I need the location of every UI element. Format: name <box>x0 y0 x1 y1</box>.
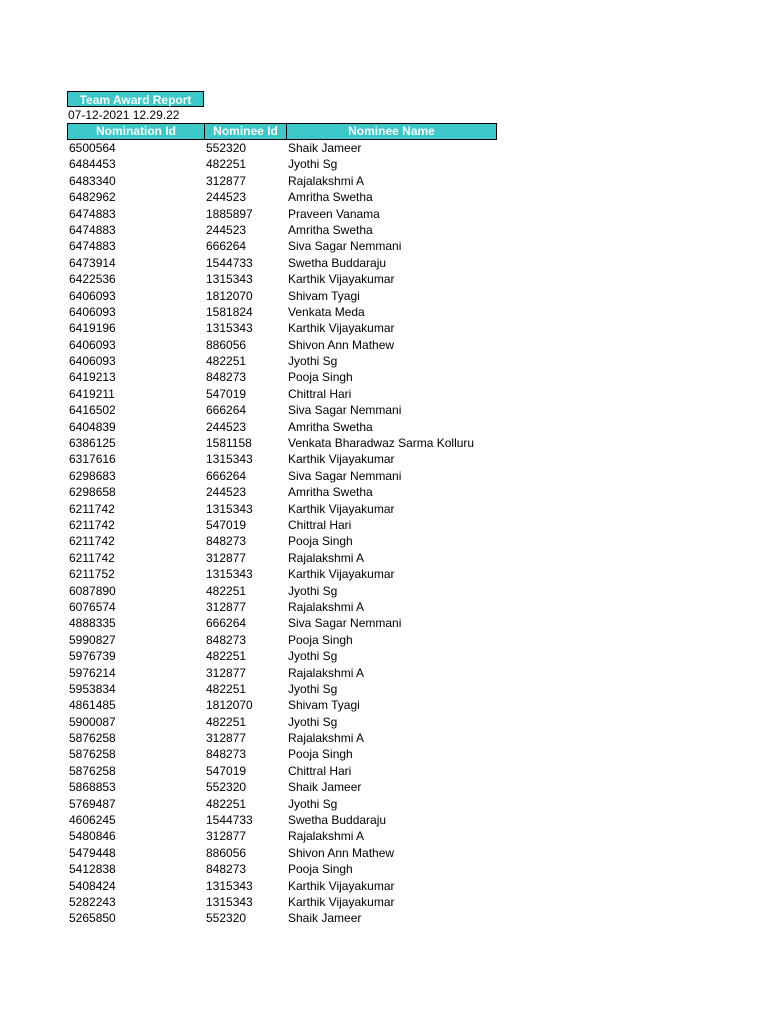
nomination-id-cell: 6406093 <box>69 354 116 369</box>
nominee-name-cell: Rajalakshmi A <box>288 599 365 614</box>
nominee-name-cell: Chittral Hari <box>288 763 352 778</box>
nominee-id-cell: 848273 <box>206 534 247 549</box>
nominee-id-cell: 848273 <box>206 370 247 385</box>
nominee-id-cell: 244523 <box>206 419 247 434</box>
nominee-name-cell: Amritha Swetha <box>288 190 373 205</box>
nomination-id-cell: 6406093 <box>69 337 116 352</box>
table-body <box>67 140 497 927</box>
table-row <box>67 697 497 713</box>
nominee-name-cell: Rajalakshmi A <box>288 665 365 680</box>
nominee-id-cell: 1581824 <box>206 304 253 319</box>
nominee-name-cell: Rajalakshmi A <box>288 829 365 844</box>
nomination-id-cell: 5408424 <box>69 878 116 893</box>
nominee-id-cell: 1315343 <box>206 321 253 336</box>
nomination-id-cell: 6474883 <box>69 206 116 221</box>
nominee-id-cell: 886056 <box>206 337 247 352</box>
nominee-name-cell: Amritha Swetha <box>288 419 373 434</box>
nominee-name-cell: Shaik Jameer <box>288 141 362 155</box>
table-row <box>67 517 497 533</box>
nominee-name-cell: Rajalakshmi A <box>288 550 365 565</box>
nomination-id-cell: 5990827 <box>69 632 116 647</box>
nomination-id-cell: 6406093 <box>69 288 116 303</box>
nomination-id-cell: 6422536 <box>69 272 116 287</box>
nominee-name-cell: Siva Sagar Nemmani <box>288 239 402 254</box>
nominee-id-cell: 1315343 <box>206 894 253 909</box>
nominee-name-cell: Karthik Vijayakumar <box>288 878 395 893</box>
table-row <box>67 337 497 353</box>
nominee-name-cell: Shivam Tyagi <box>288 698 360 713</box>
nominee-id-cell: 482251 <box>206 157 247 172</box>
nominee-id-cell: 1315343 <box>206 878 253 893</box>
nominee-id-cell: 1315343 <box>206 272 253 287</box>
nominee-name-cell: Jyothi Sg <box>288 714 338 729</box>
nomination-id-cell: 6500564 <box>69 141 116 155</box>
nominee-id-cell: 848273 <box>206 747 247 762</box>
nominee-name-cell: Pooja Singh <box>288 632 353 647</box>
table-row <box>67 386 497 402</box>
table-row <box>67 222 497 238</box>
table-row <box>67 648 497 664</box>
nominee-id-cell: 666264 <box>206 403 247 418</box>
nomination-id-cell: 6386125 <box>69 436 116 451</box>
nominee-id-cell: 312877 <box>206 173 247 188</box>
nominee-name-cell: Jyothi Sg <box>288 681 338 696</box>
nomination-id-cell: 5282243 <box>69 894 116 909</box>
column-header-nomination-id: Nomination Id <box>68 124 205 139</box>
nomination-id-cell: 6211742 <box>69 534 115 549</box>
nomination-id-cell: 6483340 <box>69 173 116 188</box>
report-timestamp: 07-12-2021 12.29.22 <box>68 108 180 122</box>
nominee-name-cell: Venkata Meda <box>288 304 365 319</box>
nominee-name-cell: Jyothi Sg <box>288 796 338 811</box>
table-row <box>67 910 497 926</box>
nominee-id-cell: 552320 <box>206 780 247 795</box>
nomination-id-cell: 6298683 <box>69 468 116 483</box>
nomination-id-cell: 6484453 <box>69 157 116 172</box>
nominee-id-cell: 848273 <box>206 862 247 877</box>
nominee-id-cell: 1544733 <box>206 813 253 828</box>
nomination-id-cell: 4861485 <box>69 698 116 713</box>
nomination-id-cell: 5876258 <box>69 747 116 762</box>
nominee-id-cell: 482251 <box>206 649 247 664</box>
nominee-id-cell: 552320 <box>206 911 247 926</box>
nominee-name-cell: Shivon Ann Mathew <box>288 845 395 860</box>
nominee-name-cell: Siva Sagar Nemmani <box>288 403 402 418</box>
nominee-name-cell: Karthik Vijayakumar <box>288 567 395 582</box>
nominee-id-cell: 547019 <box>206 763 247 778</box>
nomination-id-cell: 5876258 <box>69 763 116 778</box>
nomination-id-cell: 6416502 <box>69 403 116 418</box>
nomination-id-cell: 6211752 <box>69 567 115 582</box>
nominee-name-cell: Karthik Vijayakumar <box>288 501 395 516</box>
table-row <box>67 845 497 861</box>
nominee-name-cell: Chittral Hari <box>288 517 352 532</box>
table-row <box>67 533 497 549</box>
nomination-id-cell: 6076574 <box>69 599 116 614</box>
table-row <box>67 238 497 254</box>
nominee-name-cell: Jyothi Sg <box>288 157 338 172</box>
nominee-name-cell: Jyothi Sg <box>288 649 338 664</box>
nomination-id-cell: 6211742 <box>69 517 115 532</box>
nomination-id-cell: 6211742 <box>69 501 115 516</box>
table-row <box>67 828 497 844</box>
nominee-name-cell: Venkata Bharadwaz Sarma Kolluru <box>288 436 475 451</box>
report-title: Team Award Report <box>67 91 204 107</box>
nominee-name-cell: Siva Sagar Nemmani <box>288 468 402 483</box>
table-row <box>67 288 497 304</box>
table-row <box>67 746 497 762</box>
table-row <box>67 206 497 222</box>
nomination-id-cell: 5900087 <box>69 714 116 729</box>
nomination-id-cell: 6406093 <box>69 304 116 319</box>
nomination-id-cell: 5876258 <box>69 731 116 746</box>
nominee-id-cell: 547019 <box>206 386 247 401</box>
nominee-name-cell: Karthik Vijayakumar <box>288 894 395 909</box>
table-row <box>67 665 497 681</box>
nomination-id-cell: 6419211 <box>69 386 115 401</box>
table-row <box>67 763 497 779</box>
nomination-id-cell: 5976214 <box>69 665 116 680</box>
nominee-id-cell: 482251 <box>206 714 247 729</box>
nomination-id-cell: 6419196 <box>69 321 116 336</box>
table-row <box>67 501 497 517</box>
report-sheet <box>67 91 497 927</box>
nominee-name-cell: Jyothi Sg <box>288 354 338 369</box>
nominee-id-cell: 244523 <box>206 485 247 500</box>
nominee-id-cell: 666264 <box>206 468 247 483</box>
table-row <box>67 189 497 205</box>
nominee-name-cell: Chittral Hari <box>288 386 352 401</box>
nominee-name-cell: Shivon Ann Mathew <box>288 337 395 352</box>
nominee-id-cell: 552320 <box>206 141 247 155</box>
table-row <box>67 714 497 730</box>
table-row <box>67 730 497 746</box>
nominee-id-cell: 1315343 <box>206 452 253 467</box>
column-header-nominee-id: Nominee Id <box>205 124 287 139</box>
table-row <box>67 681 497 697</box>
table-row <box>67 255 497 271</box>
nominee-name-cell: Jyothi Sg <box>288 583 338 598</box>
nomination-id-cell: 5953834 <box>69 681 116 696</box>
table-row <box>67 812 497 828</box>
nominee-id-cell: 666264 <box>206 239 247 254</box>
table-row <box>67 435 497 451</box>
nominee-id-cell: 848273 <box>206 632 247 647</box>
nominee-id-cell: 1315343 <box>206 567 253 582</box>
nominee-name-cell: Pooja Singh <box>288 862 353 877</box>
nominee-id-cell: 1315343 <box>206 501 253 516</box>
table-row <box>67 320 497 336</box>
table-header <box>67 123 497 140</box>
nominee-name-cell: Karthik Vijayakumar <box>288 321 395 336</box>
nomination-id-cell: 5265850 <box>69 911 116 926</box>
nominee-id-cell: 482251 <box>206 354 247 369</box>
nominee-name-cell: Swetha Buddaraju <box>288 255 387 270</box>
nominee-name-cell: Amritha Swetha <box>288 485 373 500</box>
nominee-name-cell: Shaik Jameer <box>288 911 362 926</box>
table-row <box>67 566 497 582</box>
table-row <box>67 796 497 812</box>
table-row <box>67 468 497 484</box>
nomination-id-cell: 5769487 <box>69 796 116 811</box>
nominee-id-cell: 547019 <box>206 517 247 532</box>
nominee-id-cell: 312877 <box>206 665 247 680</box>
table-row <box>67 484 497 500</box>
table-row <box>67 632 497 648</box>
nominee-id-cell: 1581158 <box>206 436 252 451</box>
nominee-name-cell: Shaik Jameer <box>288 780 362 795</box>
nomination-id-cell: 6317616 <box>69 452 116 467</box>
table-row <box>67 894 497 910</box>
table-row <box>67 402 497 418</box>
nominee-name-cell: Karthik Vijayakumar <box>288 272 395 287</box>
nominee-id-cell: 312877 <box>206 829 247 844</box>
nominee-id-cell: 1812070 <box>206 288 253 303</box>
nomination-id-cell: 6474883 <box>69 222 116 237</box>
table-row <box>67 599 497 615</box>
nomination-id-cell: 4888335 <box>69 616 116 631</box>
nomination-id-cell: 5412838 <box>69 862 116 877</box>
nominee-id-cell: 666264 <box>206 616 247 631</box>
nomination-id-cell: 6404839 <box>69 419 116 434</box>
nomination-id-cell: 6211742 <box>69 550 115 565</box>
table-row <box>67 369 497 385</box>
table-row <box>67 550 497 566</box>
table-row <box>67 779 497 795</box>
nominee-id-cell: 482251 <box>206 796 247 811</box>
nominee-name-cell: Shivam Tyagi <box>288 288 360 303</box>
table-row <box>67 140 497 156</box>
table-row <box>67 583 497 599</box>
nominee-id-cell: 886056 <box>206 845 247 860</box>
nominee-name-cell: Rajalakshmi A <box>288 731 365 746</box>
table-row <box>67 304 497 320</box>
nominee-id-cell: 1544733 <box>206 255 253 270</box>
nomination-id-cell: 6474883 <box>69 239 116 254</box>
nomination-id-cell: 6087890 <box>69 583 116 598</box>
nomination-id-cell: 5976739 <box>69 649 116 664</box>
nomination-id-cell: 4606245 <box>69 813 116 828</box>
nominee-name-cell: Karthik Vijayakumar <box>288 452 395 467</box>
table-row <box>67 451 497 467</box>
nominee-id-cell: 482251 <box>206 681 247 696</box>
nominee-name-cell: Amritha Swetha <box>288 222 373 237</box>
nomination-id-cell: 6482962 <box>69 190 116 205</box>
nominee-name-cell: Siva Sagar Nemmani <box>288 616 402 631</box>
nomination-id-cell: 6419213 <box>69 370 116 385</box>
table-row <box>67 353 497 369</box>
nomination-id-cell: 6473914 <box>69 255 116 270</box>
nominee-id-cell: 312877 <box>206 599 247 614</box>
nominee-name-cell: Rajalakshmi A <box>288 173 365 188</box>
table-row <box>67 615 497 631</box>
nominee-name-cell: Swetha Buddaraju <box>288 813 387 828</box>
nomination-id-cell: 5480846 <box>69 829 116 844</box>
table-row <box>67 271 497 287</box>
column-header-nominee-name: Nominee Name <box>348 124 435 138</box>
table-row <box>67 156 497 172</box>
table-row <box>67 419 497 435</box>
table-row <box>67 878 497 894</box>
table-row <box>67 861 497 877</box>
nomination-id-cell: 5479448 <box>69 845 116 860</box>
nomination-id-cell: 5868853 <box>69 780 116 795</box>
nominee-name-cell: Praveen Vanama <box>288 206 380 221</box>
nominee-id-cell: 244523 <box>206 222 247 237</box>
nominee-id-cell: 312877 <box>206 731 247 746</box>
nominee-id-cell: 244523 <box>206 190 247 205</box>
table-row <box>67 173 497 189</box>
nominee-name-cell: Pooja Singh <box>288 534 353 549</box>
nominee-id-cell: 1812070 <box>206 698 253 713</box>
nominee-id-cell: 1885897 <box>206 206 253 221</box>
nominee-id-cell: 312877 <box>206 550 247 565</box>
nominee-name-cell: Pooja Singh <box>288 370 353 385</box>
nomination-id-cell: 6298658 <box>69 485 116 500</box>
nominee-name-cell: Pooja Singh <box>288 747 353 762</box>
nominee-id-cell: 482251 <box>206 583 247 598</box>
